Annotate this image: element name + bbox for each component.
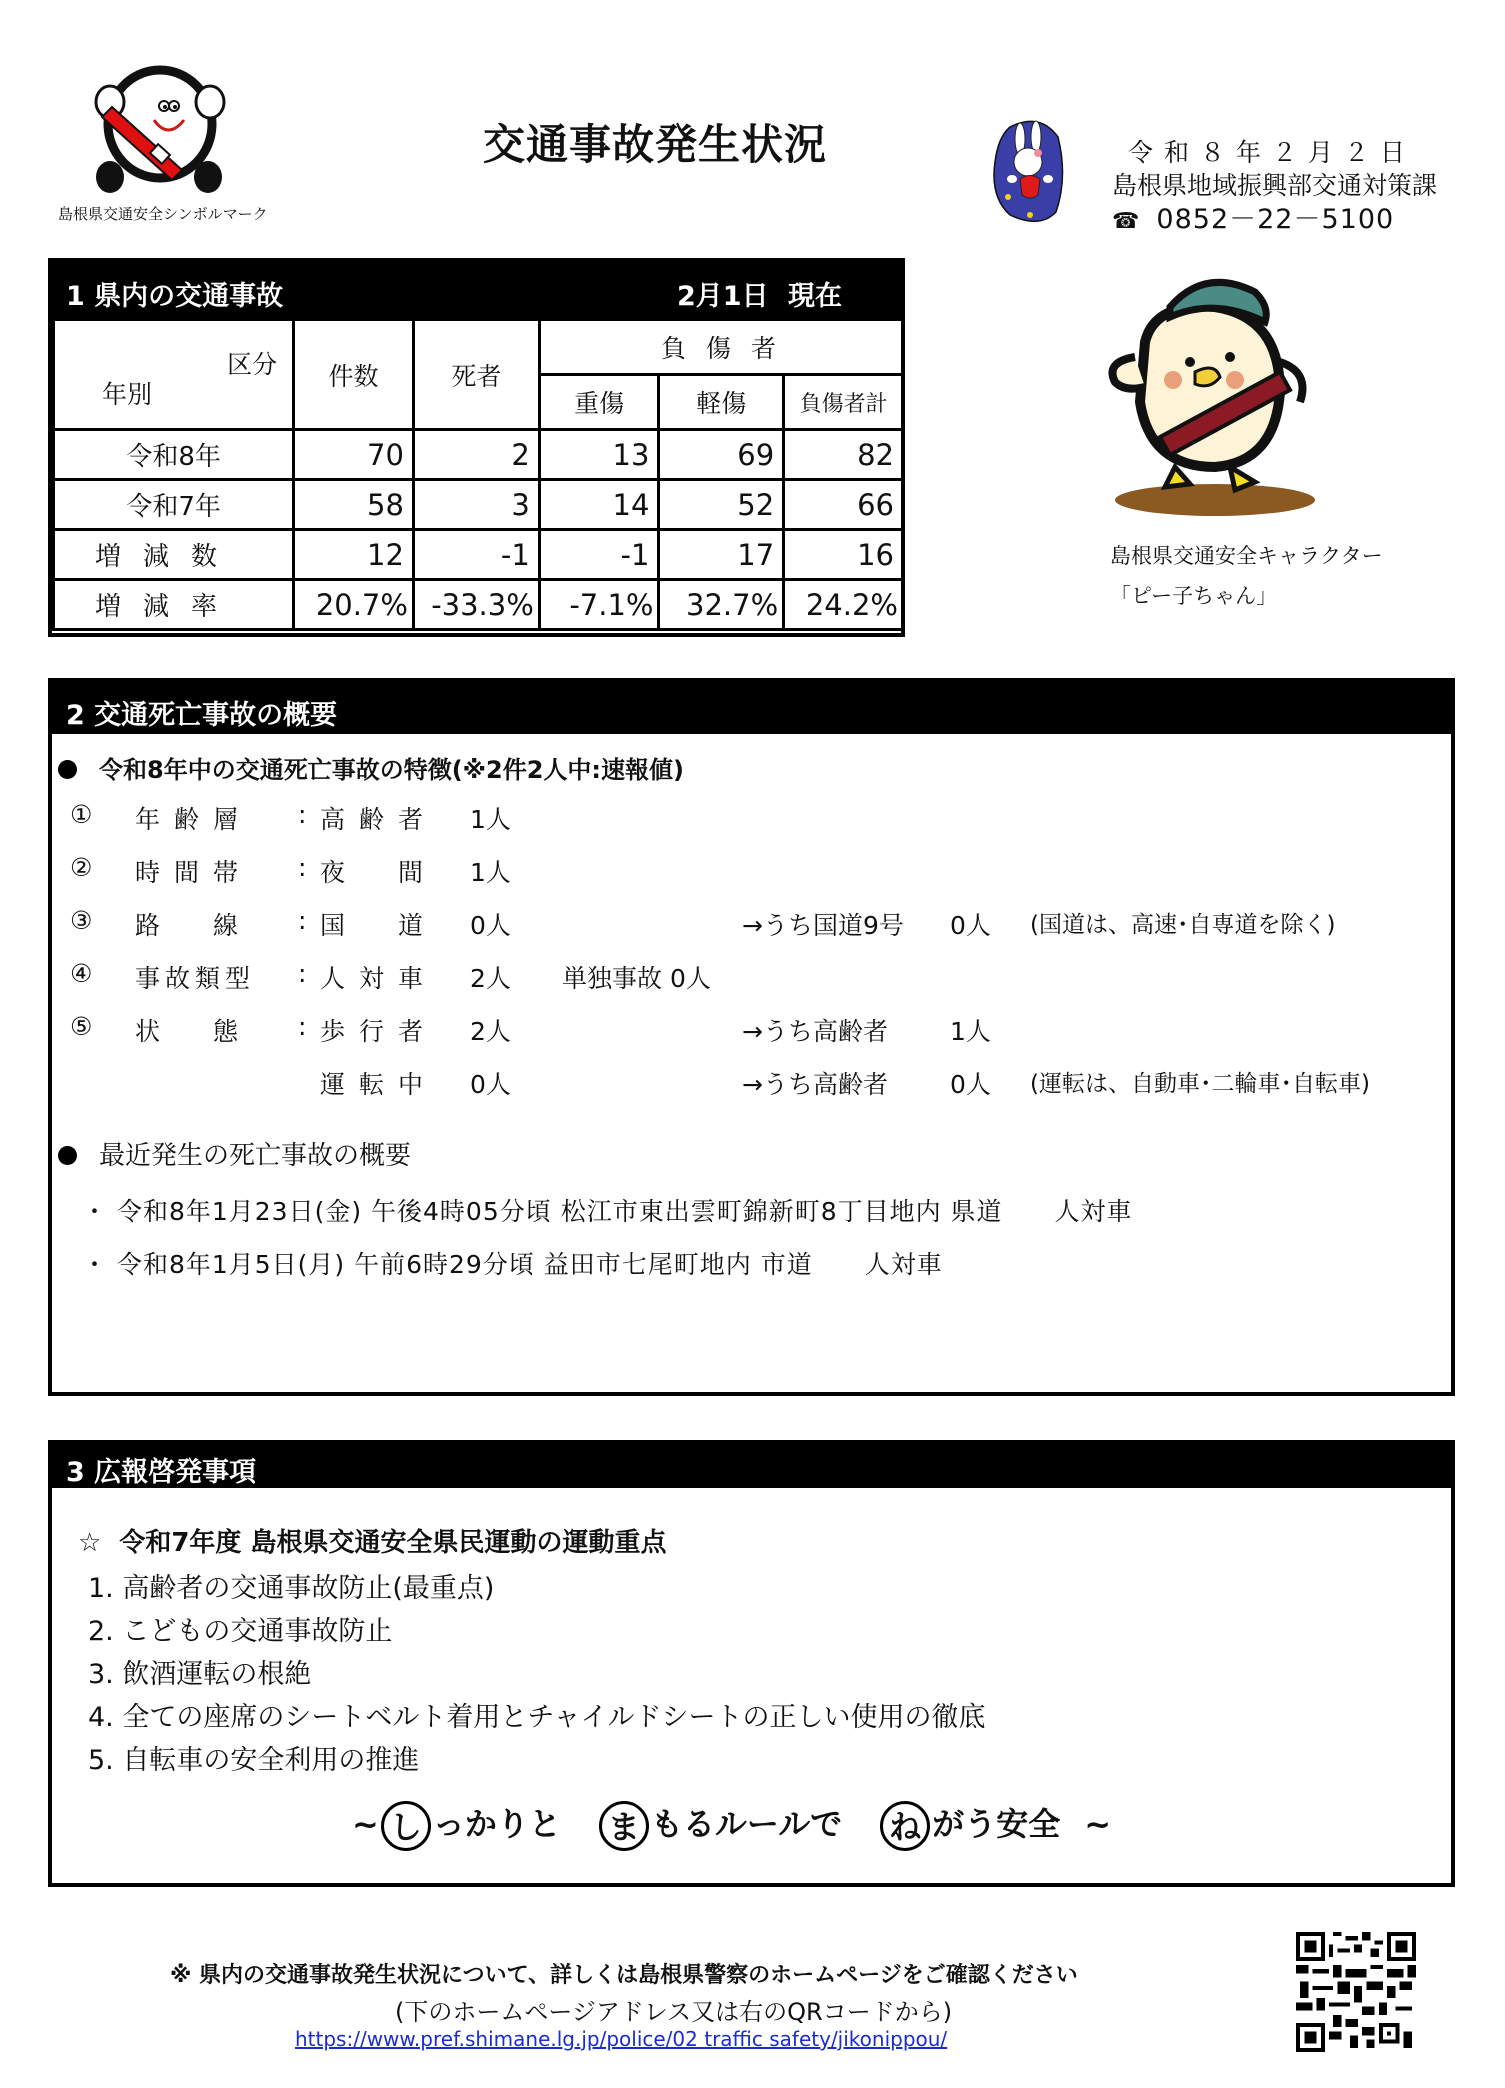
feature-count: 1人 (470, 805, 511, 834)
bullet-icon (58, 760, 77, 779)
feature-note: (国道は、高速･自専道を除く) (1030, 912, 1336, 938)
cell-serious: 13 (539, 430, 659, 480)
row-label: 増減率 (54, 580, 294, 630)
cell-cases: 70 (294, 430, 414, 480)
col-serious: 重傷 (539, 375, 659, 430)
page-title: 交通事故発生状況 (483, 120, 828, 169)
colon: : (298, 1012, 307, 1041)
bullet-icon (58, 1146, 77, 1165)
sub-label: →うち高齢者 (742, 1070, 888, 1099)
feature-extra: 単独事故 0人 (562, 964, 711, 993)
sub-count: 1人 (950, 1017, 991, 1046)
feature-key: 年齢層 (135, 805, 253, 834)
section-header (52, 1444, 1451, 1488)
police-homepage-link[interactable]: https://www.pref.shimane.lg.jp/police/02 traffic safety/jikonippou/ (295, 2027, 948, 2051)
as-of-date: 2月1日 現在 (677, 281, 842, 312)
feature-value: 国 道 (320, 911, 438, 940)
cell-total: 66 (784, 480, 904, 530)
cell-deaths: 2 (413, 430, 539, 480)
symbol-mark-caption: 島根県交通安全シンボルマーク (58, 205, 268, 223)
table-row (54, 480, 904, 530)
cell-total: 24.2% (784, 580, 904, 630)
feature-value: 運転中 (320, 1070, 438, 1099)
feature-key: 事故類型 (135, 964, 256, 993)
priority-item: 5. 自転車の安全利用の推進 (88, 1745, 420, 1776)
colon: : (298, 853, 307, 882)
year-label: 年別 (102, 379, 153, 409)
priority-item: 3. 飲酒運転の根絶 (88, 1659, 312, 1690)
colon: : (298, 800, 307, 829)
contact-phone (1112, 197, 1394, 236)
sub-count: 0人 (950, 1070, 991, 1099)
cell-serious: 14 (539, 480, 659, 530)
feature-value: 人対車 (320, 964, 438, 993)
circled-char: ね (880, 1801, 930, 1851)
section-title: 3 広報啓発事項 (66, 1457, 257, 1488)
row-label: 令和7年 (54, 480, 294, 530)
cell-minor: 17 (659, 530, 784, 580)
feature-key: 時間帯 (135, 858, 253, 887)
traffic-safety-symbol-mark-logo (80, 62, 240, 197)
section-fatal-accidents-overview (48, 678, 1455, 1396)
circled-char: ま (599, 1801, 649, 1851)
feature-key: 路 線 (135, 911, 253, 940)
phone-number: 0852－22－5100 (1156, 204, 1395, 235)
qr-code[interactable] (1295, 1932, 1417, 2052)
recent-title: 最近発生の死亡事故の概要 (99, 1141, 412, 1171)
table-row (54, 530, 904, 580)
table-row (54, 430, 904, 480)
sub-count: 0人 (950, 911, 991, 940)
cell-deaths: -1 (413, 530, 539, 580)
feature-value: 高齢者 (320, 805, 438, 834)
table-row (54, 580, 904, 630)
cell-cases: 12 (294, 530, 414, 580)
feature-count: 2人 (470, 1017, 511, 1046)
row-label: 増減数 (54, 530, 294, 580)
phone-icon: ☎ (1112, 209, 1141, 234)
feature-number: ② (70, 853, 93, 882)
star-icon: ☆ (78, 1528, 102, 1558)
cell-total: 82 (784, 430, 904, 480)
col-injured-total: 負傷者計 (784, 375, 904, 430)
tilde: ~ (352, 1805, 379, 1843)
slogan-text: もるルールで (650, 1805, 843, 1843)
cell-minor: 32.7% (659, 580, 784, 630)
features-title: 令和8年中の交通死亡事故の特徴(※2件2人中:速報値) (99, 756, 684, 784)
tilde: ~ (1084, 1805, 1112, 1843)
feature-number: ④ (70, 959, 93, 988)
col-cases: 件数 (294, 320, 414, 430)
feature-value: 夜 間 (320, 858, 438, 887)
feature-count: 1人 (470, 858, 511, 887)
colon: : (298, 906, 307, 935)
recent-accident-item: ・ 令和8年1月5日(月) 午前6時29分頃 益田市七尾町地内 市道 人対車 (82, 1250, 943, 1279)
section-title: 1 県内の交通事故 (66, 281, 284, 312)
feature-count: 0人 (470, 911, 511, 940)
recent-heading (58, 1135, 411, 1172)
section-public-awareness (48, 1440, 1455, 1887)
feature-number: ③ (70, 906, 93, 935)
feature-number: ① (70, 800, 93, 829)
cell-minor: 69 (659, 430, 784, 480)
feature-count: 0人 (470, 1070, 511, 1099)
feature-value: 歩行者 (320, 1017, 438, 1046)
cell-deaths: 3 (413, 480, 539, 530)
feature-number: ⑤ (70, 1012, 93, 1041)
recent-accident-item: ・ 令和8年1月23日(金) 午後4時05分頃 松江市東出雲町錦新町8丁目地内 県道 人対車 (82, 1197, 1133, 1226)
priority-item: 4. 全ての座席のシートベルト着用とチャイルドシートの正しい使用の徹底 (88, 1702, 986, 1733)
department-name: 島根県地域振興部交通対策課 (1112, 171, 1438, 200)
colon: : (298, 959, 307, 988)
cell-total: 16 (784, 530, 904, 580)
feature-key: 状 態 (135, 1017, 253, 1046)
issue-date: 令和８年２月２日 (1128, 138, 1417, 167)
section-title: 2 交通死亡事故の概要 (66, 700, 338, 731)
section-prefecture-accidents (48, 258, 905, 637)
safety-slogan (352, 1799, 1111, 1851)
col-minor: 軽傷 (659, 375, 784, 430)
sub-label: →うち高齢者 (742, 1017, 888, 1046)
footer-note: ※ 県内の交通事故発生状況について、詳しくは島根県警察のホームページをご確認ください (170, 1963, 1078, 1988)
section-header (52, 262, 901, 318)
slogan-text: っかりと (432, 1805, 561, 1843)
campaign-title: 令和7年度 島根県交通安全県民運動の運動重点 (119, 1528, 667, 1558)
cell-serious: -7.1% (539, 580, 659, 630)
sub-label: →うち国道9号 (742, 911, 904, 940)
cell-cases: 58 (294, 480, 414, 530)
cell-minor: 52 (659, 480, 784, 530)
category-label: 区分 (227, 349, 278, 379)
pikochan-character-image (1095, 262, 1325, 522)
circled-char: し (381, 1801, 431, 1851)
character-name: 「ピー子ちゃん」 (1110, 584, 1278, 608)
slogan-text: がう安全 (932, 1805, 1061, 1843)
cell-deaths: -33.3% (413, 580, 539, 630)
cell-serious: -1 (539, 530, 659, 580)
section-header (52, 682, 1451, 734)
footer-subnote: (下のホームページアドレス又は右のQRコードから) (395, 1998, 953, 2026)
corner-header (54, 320, 294, 430)
priority-item: 2. こどもの交通事故防止 (88, 1616, 393, 1647)
priority-item: 1. 高齢者の交通事故防止(最重点) (88, 1573, 495, 1604)
cell-cases: 20.7% (294, 580, 414, 630)
rabbit-mascot-image (990, 117, 1065, 227)
character-caption: 島根県交通安全キャラクター (1110, 544, 1383, 568)
feature-note: (運転は、自動車･二輪車･自転車) (1030, 1071, 1370, 1097)
row-label: 令和8年 (54, 430, 294, 480)
col-injured-group: 負 傷 者 (539, 320, 903, 375)
accident-stats-table (52, 318, 905, 631)
features-heading (58, 750, 684, 785)
campaign-heading (78, 1522, 666, 1559)
feature-count: 2人 (470, 964, 511, 993)
col-deaths: 死者 (413, 320, 539, 430)
